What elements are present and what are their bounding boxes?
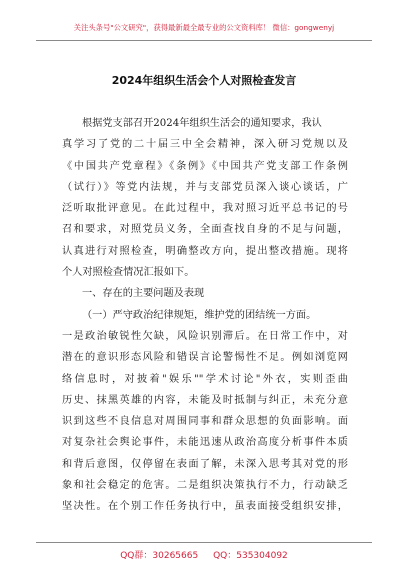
footer-qq-group: QQ群：30265665 — [120, 551, 199, 561]
footer-qq-number: QQ：535304092 — [213, 551, 288, 561]
subsection-heading: （一）严守政治纪律规矩，维护党的团结统一方面。 — [82, 309, 317, 321]
document-title: 2024年组织生活会个人对照检查发言 — [111, 74, 297, 87]
body-line: 个人对照检查情况汇报如下。 — [62, 267, 195, 279]
body-line: 和背后意图，仅停留在表面了解，未深入思考其对党的形 — [62, 458, 348, 470]
body-line: 一是政治敏锐性欠缺，风险识别滞后。在日常工作中，对 — [62, 330, 348, 342]
document-body — [62, 113, 348, 518]
body-line: 象和社会稳定的危害。二是组织决策执行不力，行动缺乏 — [62, 480, 348, 492]
body-line: 坚决性。在个别工作任务执行中，虽表面接受组织安排， — [62, 501, 348, 513]
body-line: （试行）》等党内法规，并与支部党员深入谈心谈话，广 — [62, 181, 348, 193]
body-line: 真学习了党的二十届三中全会精神，深入研习党规以及 — [62, 139, 348, 151]
body-line: 召和要求，对照党员义务，全面查找自身的不足与问题， — [62, 224, 348, 236]
footer-divider — [36, 542, 372, 543]
footer-contact — [0, 548, 408, 561]
body-line: 络信息时，对披着"娱乐""学术讨论"外衣，实则歪曲 — [62, 373, 348, 385]
body-line: 识到这些不良信息对周围同事和群众思想的负面影响。面 — [62, 416, 348, 428]
body-line: 认真进行对照检查，明确整改方向，提出整改措施。现将 — [62, 245, 348, 257]
body-line: 潜在的意识形态风险和错误言论警惕性不足。例如浏览网 — [62, 352, 348, 364]
section-heading: 一、存在的主要问题及表现 — [82, 288, 205, 300]
header-divider — [36, 40, 372, 41]
body-line: 根据党支部召开2024年组织生活会的通知要求，我认 — [82, 118, 322, 129]
body-line: 历史、抹黑英雄的内容，未能及时抵制与纠正，未充分意 — [62, 394, 348, 406]
body-line: 对复杂社会舆论事件，未能迅速从政治高度分析事件本质 — [62, 437, 348, 449]
header-notice: 关注头条号"公文研究"，获得最新最全最专业的公文资料库！ 微信：gongwenyj — [73, 23, 335, 32]
body-line: 泛听取批评意见。在此过程中，我对照习近平总书记的号 — [62, 203, 348, 215]
body-line: 《中国共产党章程》《条例》《中国共产党支部工作条例 — [62, 160, 348, 172]
